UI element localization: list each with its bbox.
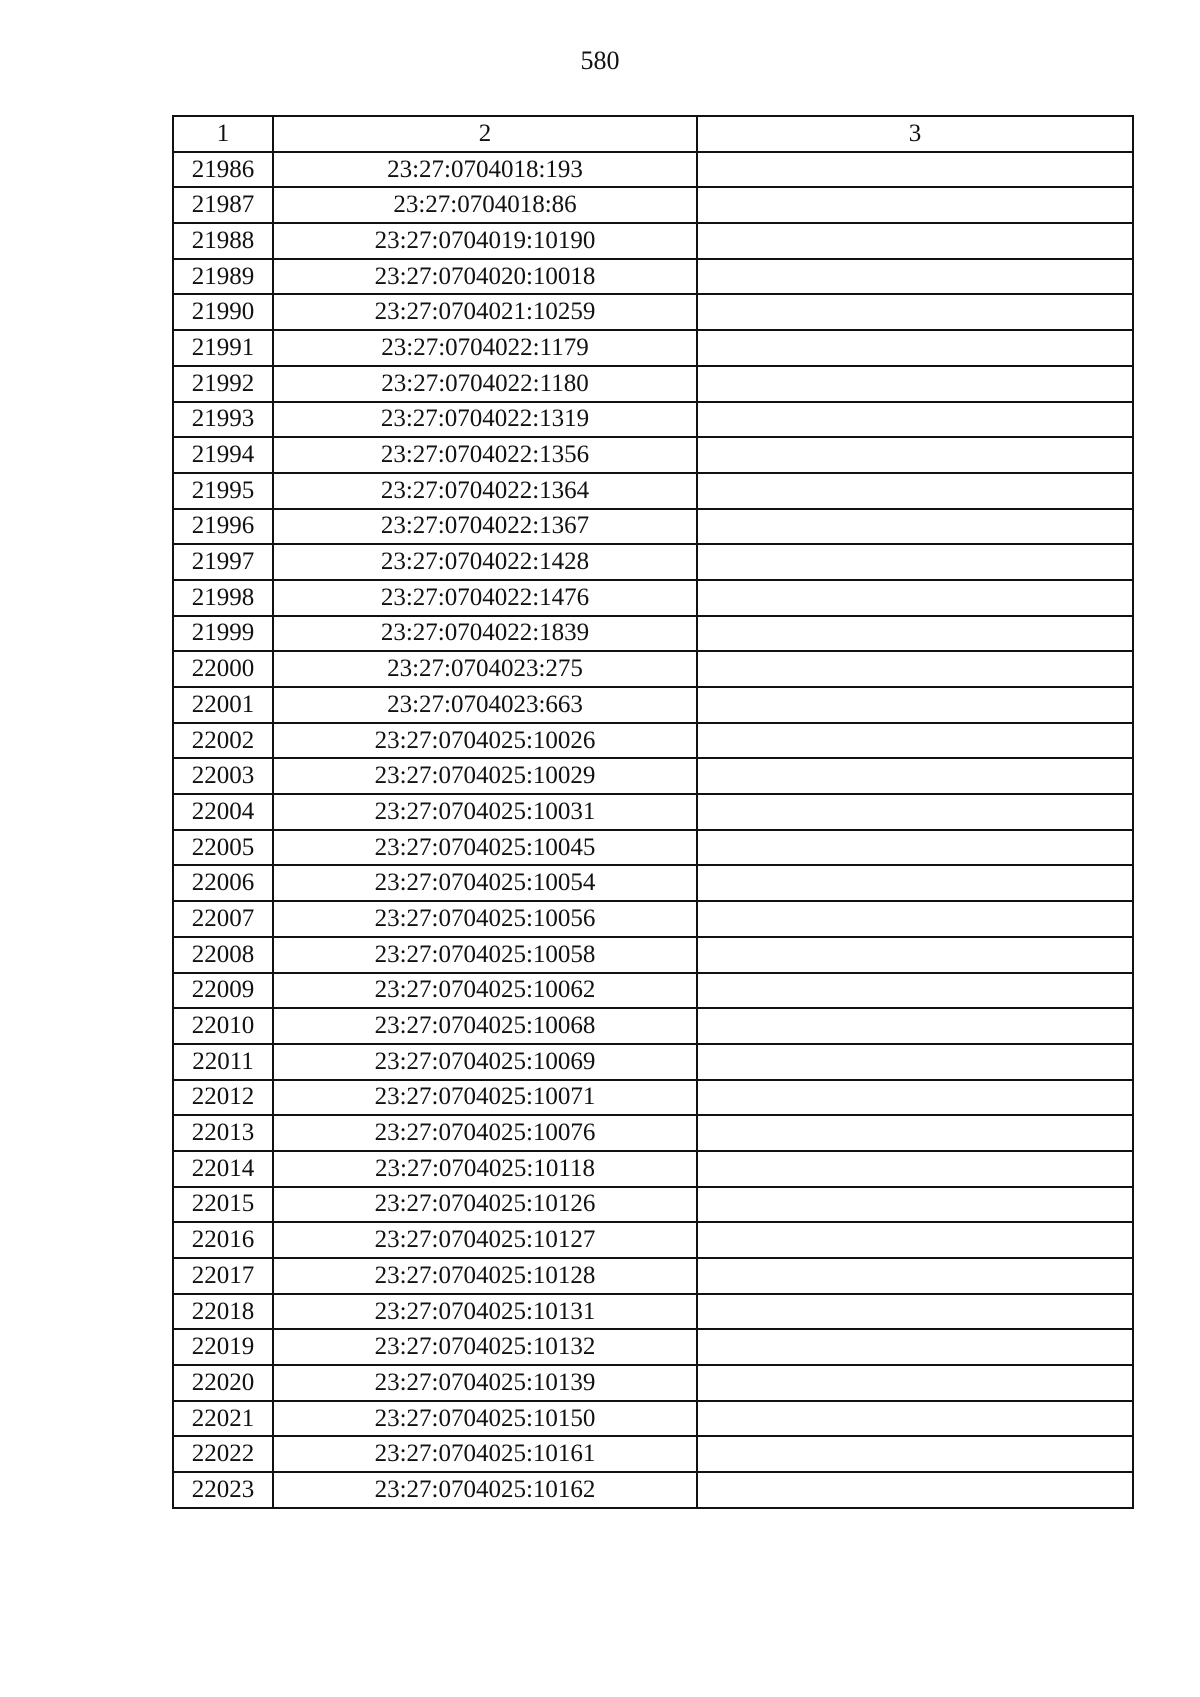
notes-cell bbox=[697, 223, 1133, 259]
row-number-cell: 21994 bbox=[173, 437, 273, 473]
row-number-cell: 21998 bbox=[173, 580, 273, 616]
row-number-cell: 21988 bbox=[173, 223, 273, 259]
table-row bbox=[173, 1187, 1133, 1223]
table-row bbox=[173, 723, 1133, 759]
notes-cell bbox=[697, 723, 1133, 759]
table-row bbox=[173, 509, 1133, 545]
notes-cell bbox=[697, 402, 1133, 438]
table-row bbox=[173, 402, 1133, 438]
row-number-cell: 22008 bbox=[173, 937, 273, 973]
notes-cell bbox=[697, 1258, 1133, 1294]
column-header-2: 2 bbox=[273, 116, 697, 152]
cadastral-number-cell: 23:27:0704025:10162 bbox=[273, 1472, 697, 1508]
row-number-cell: 22017 bbox=[173, 1258, 273, 1294]
cadastral-number-cell: 23:27:0704025:10118 bbox=[273, 1151, 697, 1187]
table-row bbox=[173, 1151, 1133, 1187]
cadastral-number-cell: 23:27:0704025:10127 bbox=[273, 1222, 697, 1258]
notes-cell bbox=[697, 1044, 1133, 1080]
notes-cell bbox=[697, 1436, 1133, 1472]
table-row bbox=[173, 580, 1133, 616]
notes-cell bbox=[697, 1115, 1133, 1151]
cadastral-number-cell: 23:27:0704025:10026 bbox=[273, 723, 697, 759]
row-number-cell: 22019 bbox=[173, 1329, 273, 1365]
row-number-cell: 22012 bbox=[173, 1080, 273, 1116]
notes-cell bbox=[697, 1329, 1133, 1365]
table-row bbox=[173, 937, 1133, 973]
cadastral-number-cell: 23:27:0704025:10062 bbox=[273, 973, 697, 1009]
table-row bbox=[173, 437, 1133, 473]
row-number-cell: 22013 bbox=[173, 1115, 273, 1151]
notes-cell bbox=[697, 1294, 1133, 1330]
notes-cell bbox=[697, 366, 1133, 402]
table-row bbox=[173, 259, 1133, 295]
notes-cell bbox=[697, 758, 1133, 794]
cadastral-number-cell: 23:27:0704018:193 bbox=[273, 152, 697, 188]
table-row bbox=[173, 651, 1133, 687]
cadastral-number-cell: 23:27:0704025:10076 bbox=[273, 1115, 697, 1151]
notes-cell bbox=[697, 1187, 1133, 1223]
notes-cell bbox=[697, 937, 1133, 973]
notes-cell bbox=[697, 152, 1133, 188]
cadastral-number-cell: 23:27:0704025:10031 bbox=[273, 794, 697, 830]
cadastral-number-cell: 23:27:0704025:10054 bbox=[273, 865, 697, 901]
notes-cell bbox=[697, 580, 1133, 616]
table-row bbox=[173, 758, 1133, 794]
notes-cell bbox=[697, 687, 1133, 723]
table-row bbox=[173, 1329, 1133, 1365]
row-number-cell: 21992 bbox=[173, 366, 273, 402]
cadastral-number-cell: 23:27:0704022:1180 bbox=[273, 366, 697, 402]
row-number-cell: 21989 bbox=[173, 259, 273, 295]
table-row bbox=[173, 1008, 1133, 1044]
table-row bbox=[173, 901, 1133, 937]
notes-cell bbox=[697, 794, 1133, 830]
row-number-cell: 21995 bbox=[173, 473, 273, 509]
table-body bbox=[173, 152, 1133, 1508]
notes-cell bbox=[697, 437, 1133, 473]
cadastral-number-cell: 23:27:0704018:86 bbox=[273, 187, 697, 223]
row-number-cell: 22022 bbox=[173, 1436, 273, 1472]
row-number-cell: 22023 bbox=[173, 1472, 273, 1508]
notes-cell bbox=[697, 1008, 1133, 1044]
column-header-1: 1 bbox=[173, 116, 273, 152]
cadastral-number-cell: 23:27:0704025:10131 bbox=[273, 1294, 697, 1330]
row-number-cell: 22015 bbox=[173, 1187, 273, 1223]
row-number-cell: 22000 bbox=[173, 651, 273, 687]
cadastral-number-cell: 23:27:0704025:10069 bbox=[273, 1044, 697, 1080]
row-number-cell: 22006 bbox=[173, 865, 273, 901]
row-number-cell: 21986 bbox=[173, 152, 273, 188]
table-row bbox=[173, 544, 1133, 580]
row-number-cell: 22011 bbox=[173, 1044, 273, 1080]
cadastral-number-cell: 23:27:0704025:10139 bbox=[273, 1365, 697, 1401]
table-row bbox=[173, 830, 1133, 866]
table-row bbox=[173, 616, 1133, 652]
notes-cell bbox=[697, 1222, 1133, 1258]
row-number-cell: 22004 bbox=[173, 794, 273, 830]
table-row bbox=[173, 687, 1133, 723]
notes-cell bbox=[697, 616, 1133, 652]
row-number-cell: 22007 bbox=[173, 901, 273, 937]
row-number-cell: 22020 bbox=[173, 1365, 273, 1401]
cadastral-number-cell: 23:27:0704025:10150 bbox=[273, 1401, 697, 1437]
cadastral-number-cell: 23:27:0704025:10128 bbox=[273, 1258, 697, 1294]
table-row bbox=[173, 1044, 1133, 1080]
table-row bbox=[173, 1115, 1133, 1151]
cadastral-number-cell: 23:27:0704023:275 bbox=[273, 651, 697, 687]
table-row bbox=[173, 330, 1133, 366]
registry-table bbox=[172, 115, 1134, 1509]
table-row bbox=[173, 1365, 1133, 1401]
cadastral-number-cell: 23:27:0704020:10018 bbox=[273, 259, 697, 295]
row-number-cell: 22018 bbox=[173, 1294, 273, 1330]
cadastral-number-cell: 23:27:0704022:1356 bbox=[273, 437, 697, 473]
row-number-cell: 21997 bbox=[173, 544, 273, 580]
row-number-cell: 22010 bbox=[173, 1008, 273, 1044]
cadastral-number-cell: 23:27:0704022:1319 bbox=[273, 402, 697, 438]
notes-cell bbox=[697, 973, 1133, 1009]
row-number-cell: 21990 bbox=[173, 294, 273, 330]
notes-cell bbox=[697, 1401, 1133, 1437]
table-row bbox=[173, 294, 1133, 330]
notes-cell bbox=[697, 1080, 1133, 1116]
table-row bbox=[173, 1436, 1133, 1472]
table-row bbox=[173, 1401, 1133, 1437]
table-row bbox=[173, 973, 1133, 1009]
cadastral-number-cell: 23:27:0704025:10029 bbox=[273, 758, 697, 794]
notes-cell bbox=[697, 830, 1133, 866]
row-number-cell: 22001 bbox=[173, 687, 273, 723]
row-number-cell: 22021 bbox=[173, 1401, 273, 1437]
notes-cell bbox=[697, 473, 1133, 509]
cadastral-number-cell: 23:27:0704019:10190 bbox=[273, 223, 697, 259]
table-row bbox=[173, 1472, 1133, 1508]
notes-cell bbox=[697, 294, 1133, 330]
row-number-cell: 22009 bbox=[173, 973, 273, 1009]
table-row bbox=[173, 1294, 1133, 1330]
cadastral-number-cell: 23:27:0704022:1367 bbox=[273, 509, 697, 545]
table-row bbox=[173, 1222, 1133, 1258]
cadastral-number-cell: 23:27:0704025:10071 bbox=[273, 1080, 697, 1116]
table-row bbox=[173, 794, 1133, 830]
cadastral-number-cell: 23:27:0704022:1839 bbox=[273, 616, 697, 652]
table-row bbox=[173, 187, 1133, 223]
row-number-cell: 21996 bbox=[173, 509, 273, 545]
notes-cell bbox=[697, 509, 1133, 545]
table-row bbox=[173, 1080, 1133, 1116]
notes-cell bbox=[697, 865, 1133, 901]
row-number-cell: 22005 bbox=[173, 830, 273, 866]
notes-cell bbox=[697, 651, 1133, 687]
table-header-row bbox=[173, 116, 1133, 152]
cadastral-number-cell: 23:27:0704022:1476 bbox=[273, 580, 697, 616]
notes-cell bbox=[697, 1472, 1133, 1508]
cadastral-number-cell: 23:27:0704025:10161 bbox=[273, 1436, 697, 1472]
row-number-cell: 22016 bbox=[173, 1222, 273, 1258]
notes-cell bbox=[697, 1365, 1133, 1401]
table-row bbox=[173, 865, 1133, 901]
cadastral-number-cell: 23:27:0704022:1179 bbox=[273, 330, 697, 366]
row-number-cell: 22002 bbox=[173, 723, 273, 759]
notes-cell bbox=[697, 544, 1133, 580]
row-number-cell: 22014 bbox=[173, 1151, 273, 1187]
page-number: 580 bbox=[580, 46, 620, 75]
column-header-3: 3 bbox=[697, 116, 1133, 152]
cadastral-number-cell: 23:27:0704025:10056 bbox=[273, 901, 697, 937]
row-number-cell: 21999 bbox=[173, 616, 273, 652]
notes-cell bbox=[697, 1151, 1133, 1187]
cadastral-number-cell: 23:27:0704025:10058 bbox=[273, 937, 697, 973]
row-number-cell: 22003 bbox=[173, 758, 273, 794]
cadastral-number-cell: 23:27:0704022:1364 bbox=[273, 473, 697, 509]
table-row bbox=[173, 1258, 1133, 1294]
table-row bbox=[173, 223, 1133, 259]
row-number-cell: 21991 bbox=[173, 330, 273, 366]
row-number-cell: 21987 bbox=[173, 187, 273, 223]
notes-cell bbox=[697, 901, 1133, 937]
notes-cell bbox=[697, 187, 1133, 223]
cadastral-number-cell: 23:27:0704025:10126 bbox=[273, 1187, 697, 1223]
table-row bbox=[173, 473, 1133, 509]
row-number-cell: 21993 bbox=[173, 402, 273, 438]
table-row bbox=[173, 152, 1133, 188]
cadastral-number-cell: 23:27:0704022:1428 bbox=[273, 544, 697, 580]
cadastral-number-cell: 23:27:0704021:10259 bbox=[273, 294, 697, 330]
notes-cell bbox=[697, 259, 1133, 295]
cadastral-number-cell: 23:27:0704023:663 bbox=[273, 687, 697, 723]
notes-cell bbox=[697, 330, 1133, 366]
cadastral-number-cell: 23:27:0704025:10068 bbox=[273, 1008, 697, 1044]
cadastral-number-cell: 23:27:0704025:10132 bbox=[273, 1329, 697, 1365]
cadastral-number-cell: 23:27:0704025:10045 bbox=[273, 830, 697, 866]
table-row bbox=[173, 366, 1133, 402]
